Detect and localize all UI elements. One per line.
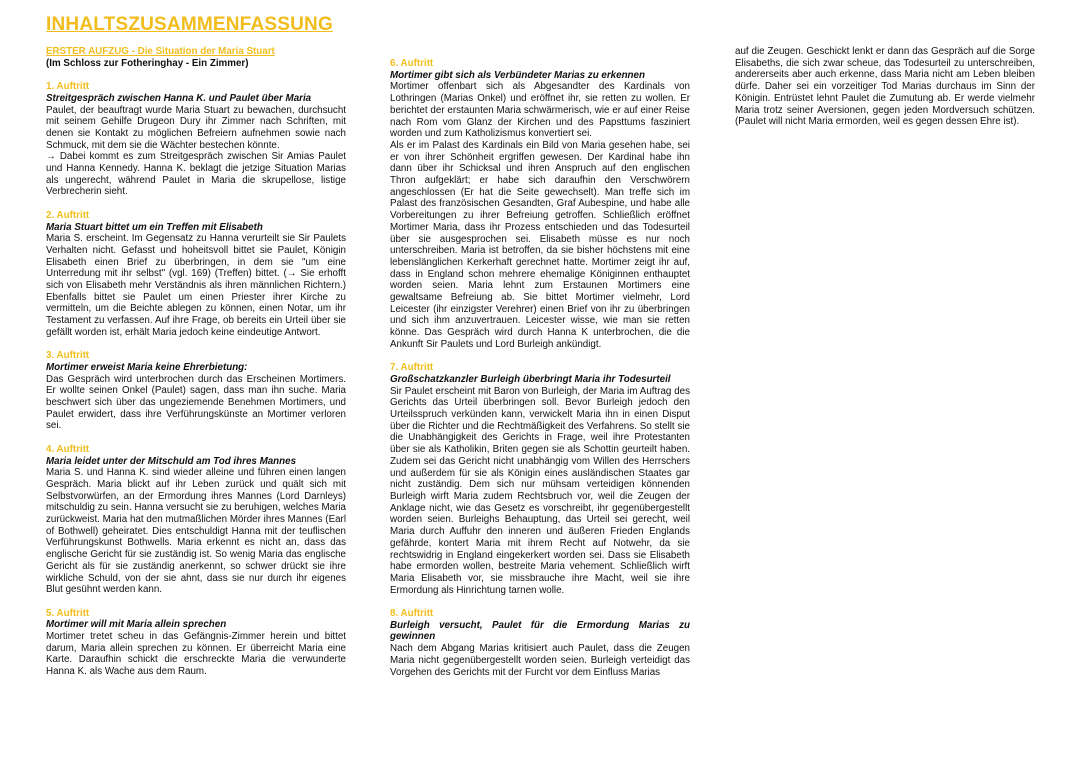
scene-paragraph: Maria S. erscheint. Im Gegensatz zu Hanna verurteilt sie Sir Paulets Verhalten nicht. Gefasst und hoheitsvoll bittet sie Paulet, Königin Elisabeth einen Brief zu überbringen, in dem sie "um eine Unterredung mit ihr selbst" (vgl. 169) (Treffen) bittet. (→ Sie erhofft sich von Elisabeth mehr Verständnis als ihren männlichen Richtern.) Ebenfalls bittet sie Paulet um einen Priester ihrer Kirche zu vermitteln, um die Beichte ablegen zu können, einen Notar, um ihr Testament zu verfassen. Auf ihre Frage, ob bereits ein Urteil über sie gefällt worden ist, erhält Maria jedoch keine eindeutige Antwort. — [46, 233, 346, 338]
scene-heading: 8. Auftritt — [390, 608, 434, 620]
scene-paragraph: Das Gespräch wird unterbrochen durch das Erscheinen Mortimers. Er wollte seinen Onkel (Paulet) sagen, dass man ihn suche. Maria beschwert sich über das ungeziemende Benehmen Mortimers, und Paulet erwidert, dass ihre Verführungskünste an Mortimer verloren sei. — [46, 373, 346, 432]
page-title: INHALTSZUSAMMENFASSUNG — [46, 14, 333, 35]
scene-subtitle: Mortimer will mit Maria allein sprechen — [46, 619, 227, 631]
scene-2 — [46, 210, 346, 339]
scene-heading: 6. Auftritt — [390, 58, 434, 69]
scene-heading: 5. Auftritt — [46, 607, 90, 619]
scene-heading: 7. Auftritt — [390, 362, 434, 374]
scene-7 — [390, 362, 690, 596]
scene-paragraph: Nach dem Abgang Marias kritisiert auch Paulet, dass die Zeugen Maria nicht gegenübergestellt worden seien. Burleigh verteidigt das Vorgehen des Gerichts mit der Furcht vor dem Einfluss Marias — [390, 643, 690, 678]
column-1 — [46, 46, 346, 690]
scene-3 — [46, 350, 346, 432]
scene-subtitle: Mortimer erweist Maria keine Ehrerbietung: — [46, 361, 248, 373]
scene-paragraph: Mortimer offenbart sich als Abgesandter des Kardinals von Lothringen (Marias Onkel) und eröffnet ihr, sie retten zu wollen. Er berichtet der erstaunten Maria schwärmerisch, wie er auf einer Reise nach Rom vom Glanz der Kirchen und des Papsttums fasziniert worden und zum Katholizismus konvertiert sei. — [390, 81, 690, 140]
act-title: ERSTER AUFZUG - Die Situation der Maria Stuart — [46, 46, 275, 57]
scene-subtitle: Maria Stuart bittet um ein Treffen mit Elisabeth — [46, 221, 263, 233]
scene-heading: 1. Auftritt — [46, 81, 90, 93]
scene-paragraph: Als er im Palast des Kardinals ein Bild von Maria gesehen habe, sei er von ihrer Schönheit ergriffen gewesen. Der Kardinal habe ihn dann über ihr Schicksal und ihren Anspruch auf den englischen Thron aufgeklärt; er habe sich daraufhin den Verschwörern angeschlossen (Er hat die Seite gewechselt). Man treffe sich im Palast des französischen Gesandten, Graf Aubespine, und habe alle Vorbereitungen zu ihrer Befreiung getroffen. Schließlich eröffnet Mortimer Maria, dass ihr Prozess entschieden und das Todesurteil über sie ausgesprochen sei. Elisabeth müsse es nur noch unterschreiben. Maria ist betroffen, da sie bisher höchstens mit eine lebenslänglichen Kerkerhaft gerechnet hatte. Mortimer zeigt ihr auf, dass in England schon mehrere ehemalige Königinnen enthauptet worden seien. Maria lehnt zum Erstaunen Mortimers eine gewaltsame Befreiung ab. Sie bittet Mortimer vielmehr, Lord Leicester (ihr einzigster Verehrer) einen Brief von ihr zu überbringen und sich ihm anzuvertrauen. Leicester wisse, wie man sie retten könne. Das Gespräch wird durch Hanna K unterbrochen, die die Ankunft Sir Paulets und Lord Burleigh ankündigt. — [390, 139, 690, 350]
scene-heading: 4. Auftritt — [46, 443, 90, 455]
scene-paragraph: Sir Paulet erscheint mit Baron von Burleigh, der Maria im Auftrag des Gerichts das Urteil überbringen soll. Bevor Burleigh jedoch den Urteilsspruch verkünden kann, verwickelt Maria ihn in einen Disput über die Richter und die Rechtmäßigkeit des Verfahrens. So stellt sie die Unabhängigkeit des Gerichts in Frage, weil ihre Protestanten über sie als Katholikin, Briten gegen sie als Schottin geurteilt haben. Zudem sei das Gericht nicht unabhängig vom Willen des Herrschers und außerdem für sie als Königin eines ausländischen Staates gar nicht zuständig. Dem sich nur mühsam verteidigen könnenden Burleigh wirft Maria zudem Rechtsbruch vor, weil die Zeugen der Anklage nicht, wie das Gesetz es vorschreibt, ihr gegenübergestellt worden seien. Burleighs Behauptung, das Urteil sei gerecht, weil Maria durch Auffuhr den inneren und äußeren Frieden Englands gefährde, kontert Maria mit ihrem Recht auf Notwehr, da sie rechtswidrig in England eingekerkert worden sei. Dass sie Elisabeth habe ermorden wollen, bestreite Maria vehement. Schließlich wirft Maria Elisabeth vor, sie missbrauche ihre Macht, weil sie ihre Ermordung als Hinrichtung tarnen wolle. — [390, 385, 690, 596]
scene-4 — [46, 444, 346, 596]
scene-paragraph: Paulet, der beauftragt wurde Maria Stuart zu bewachen, durchsucht mit seinem Gehilfe Drugeon Dury ihr Zimmer nach Schriften, mit denen sie Kontakt zu möglichen Befreiern aufnehmen sowie nach Schmuck, mit dem sie die Wächter bestechen könnte. — [46, 104, 346, 151]
scene-paragraph: → Dabei kommt es zum Streitgespräch zwischen Sir Amias Paulet und Hanna Kennedy. Hanna K. beklagt die jetzige Situation Marias als ungerecht, während Paulet in Maria die skrupellose, listige Verbrecherin sieht. — [46, 151, 346, 198]
scene-subtitle: Großschatzkanzler Burleigh überbringt Maria ihr Todesurteil — [390, 373, 671, 385]
scene-paragraph: Mortimer tretet scheu in das Gefängnis-Zimmer herein und bittet darum, Maria allein sprechen zu können. Er überreicht Maria eine Karte. Daraufhin schickt die erschreckte Maria die verwunderte Hanna K. als Wache aus dem Raum. — [46, 631, 346, 678]
column-2 — [390, 58, 690, 690]
scene-paragraph: Maria S. und Hanna K. sind wieder alleine und führen einen langen Gespräch. Maria blickt auf ihr Leben zurück und quält sich mit Selbstvorwürfen, an der Ermordung ihres Mannes (Lord Darnleys) mitschuldig zu sein. Hanna versucht sie zu beruhigen, welches Maria zurückweist. Maria hat den mutmaßlichen Mörder ihres Mannes (Earl of Bothwell) geheiratet. Dies entschuldigt Hanna mit der teuflischen Verführungskunst Bothwells. Maria erkennt es nicht an, dass das englische Gericht für sie zuständig ist. So wenig Maria das englische Gericht als für sie zuständig anerkennt, so schwer drückt sie ihre wirkliche Schuld, von der sie ahnt, dass sie nur durch ihr eigenes Blut gesühnt werden kann. — [46, 467, 346, 596]
scene-subtitle: Burleigh versucht, Paulet für die Ermordung Marias zu gewinnen — [390, 619, 690, 643]
scene-8-continuation: auf die Zeugen. Geschickt lenkt er dann das Gespräch auf die Sorge Elisabeths, die sich zwar scheue, das Todesurteil zu unterschreiben, andererseits aber auch erkenne, dass Maria nicht am Leben bleiben dürfe. Daher sei ein vorzeitiger Tod Marias durchaus im Sinn der Königin. Entrüstet lehnt Paulet die Zumutung ab. Er werde vielmehr Maria trotz seiner Aversionen, gegen jeden Mordversuch schützen. (Paulet will nicht Maria ermorden, weil es gegen dessen Ehre ist). — [735, 46, 1035, 128]
scene-6 — [390, 58, 690, 351]
scene-heading: 3. Auftritt — [46, 350, 90, 362]
scene-5 — [46, 608, 346, 678]
scene-8 — [390, 608, 690, 678]
scene-heading: 2. Auftritt — [46, 209, 90, 221]
column-3 — [735, 46, 1035, 128]
scene-subtitle: Streitgespräch zwischen Hanna K. und Paulet über Maria — [46, 92, 312, 104]
scene-1 — [46, 81, 346, 198]
scene-subtitle: Mortimer gibt sich als Verbündeter Marias zu erkennen — [390, 69, 645, 81]
act-subtitle: (Im Schloss zur Fotheringhay - Ein Zimmer) — [46, 57, 249, 69]
scene-subtitle: Maria leidet unter der Mitschuld am Tod ihres Mannes — [46, 455, 297, 467]
spacer — [46, 69, 346, 81]
